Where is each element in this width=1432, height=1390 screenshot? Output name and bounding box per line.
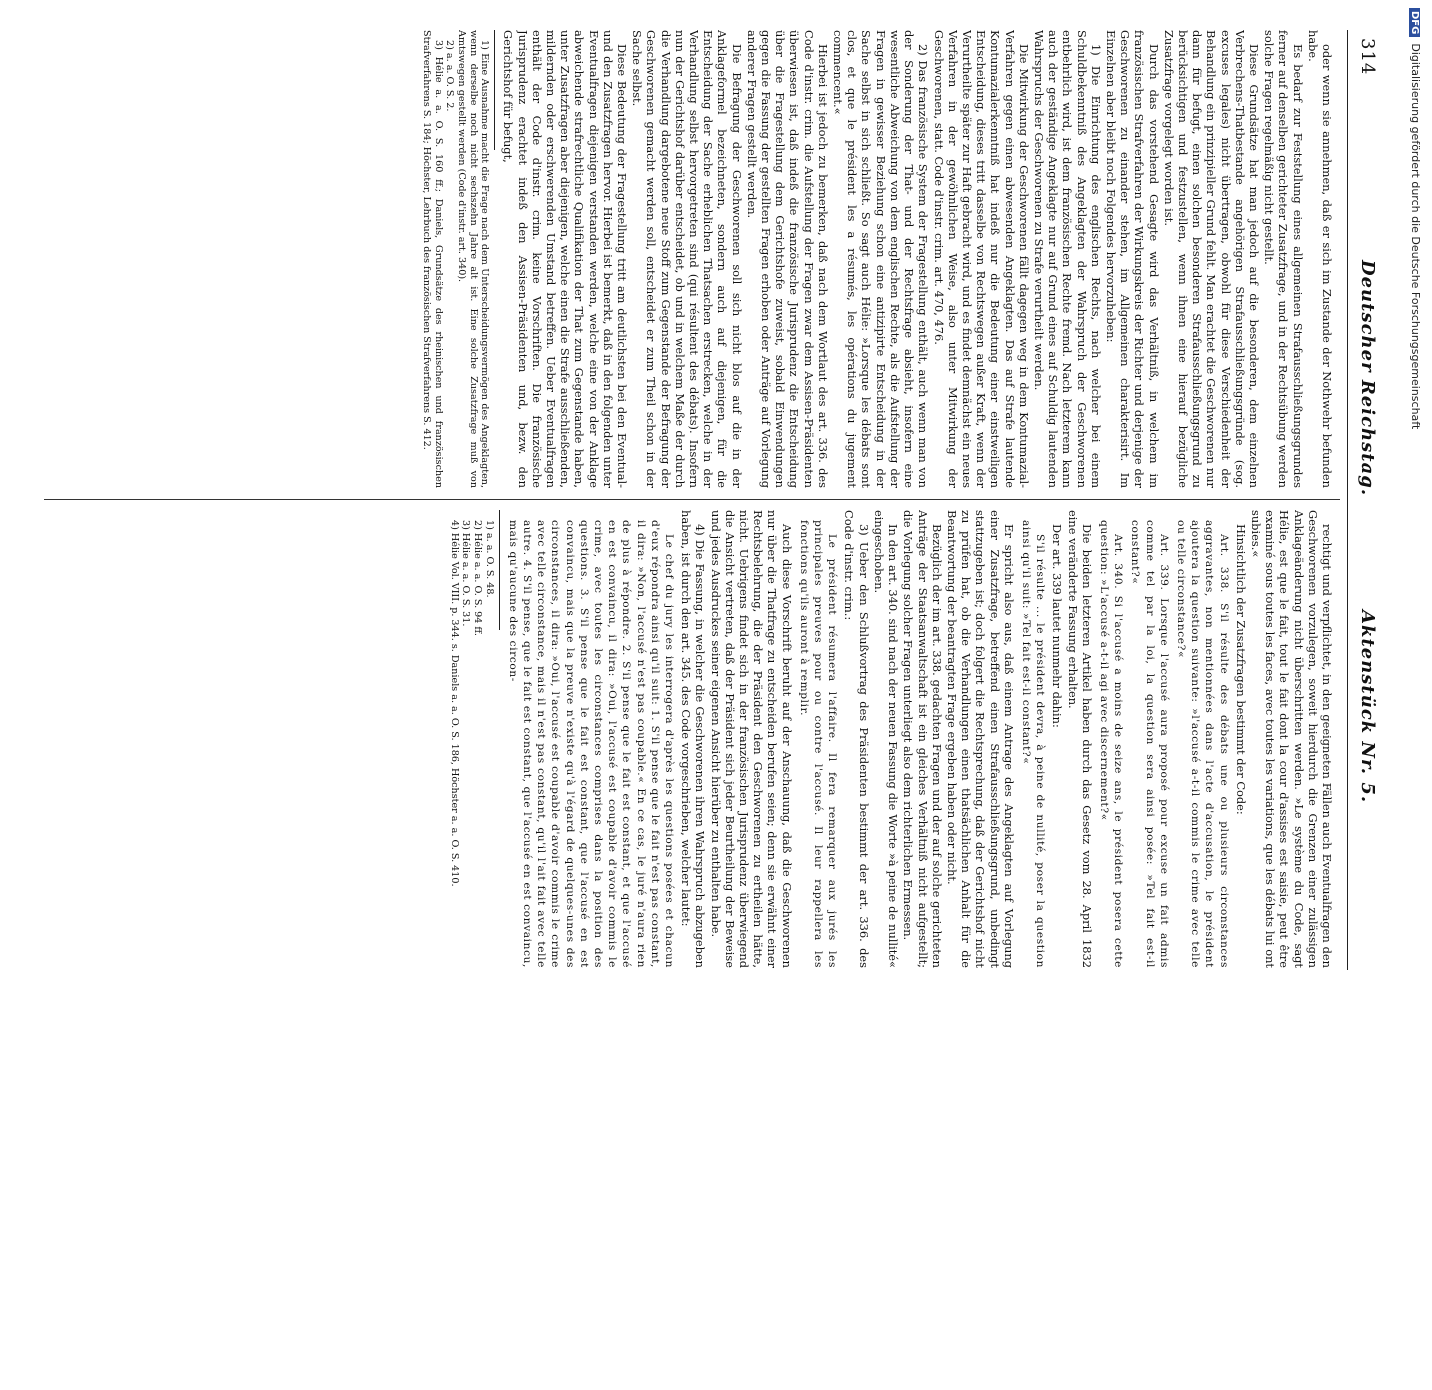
left-column — [44, 30, 1334, 488]
paragraph: Bezüglich der im art. 338. gedachten Fragen und der auf solche gerichteten Anträge der Staatsanwaltschaft ist ein gleiches Verhältniß nicht aufgestellt; die Vorlegung solcher Fragen unterliegt also dem richterlichen Ermessen. — [901, 510, 944, 968]
paragraph: Auch diese Vorschrift beruht auf der Anschauung, daß die Geschworenen nur über die Thatfrage zu entscheiden berufen seien; denn sie erwähnt einer Rechtsbelehrung, die der Präsident den Geschworenen zu ertheilen hätte, nicht. Uebrigens findet sich in der französischen Jurisprudenz überwiegend die Ansicht vertreten, daß der Präsident sich jeder Beurtheilung der Beweise und jedes Ausdruckes seiner eigenen Ansicht hierüber zu enthalten habe. — [708, 510, 794, 968]
paragraph: Diese Bedeutung der Fragestellung tritt am deutlichsten bei den Eventual- und den Zusatzfragen hervor. Hierbei ist bemerkt, daß in den folgenden unter Eventualfragen diejenigen verstanden werden, welche eine von der Anklage abweichende strafrechtliche Qualifikation der That zum Gegenstande haben, unter Zusatzfragen aber diejenigen, welche einen die Strafe ausschließenden, mildernden oder erschwerenden Umstand betreffen. Ueber Eventualfragen enthält der Code d'instr. crim. keine Vorschriften. Die französische Jurisprudenz erachtet indeß den Assisen-Präsidenten und, bezw. den Gerichtshof für befugt, — [501, 30, 630, 488]
paragraph: 2) Das französische System der Fragestellung enthält, auch wenn man von der Sonderung der That- und der Rechtsfrage absieht, insofern eine wesentliche Abweichung von dem englischen Rechte, als die Aufstellung der Fragen in gewisser Beziehung schon eine antizipirte Entscheidung in der Sache selbst in sich schließt. So sagt auch Hélie: »Lorsque les débats sont clos, et que le président les a résumés, les opérations du jugement commencent.« — [831, 30, 931, 488]
scanned-page-area — [20, 10, 1378, 1390]
footnote: 1) a. a. O. S. 48. — [483, 520, 495, 598]
french-quote: Art. 340. Si l'accusé a moins de seize ans, le président posera cette question: »L'accusé a-t-il agi avec discernement?« — [1097, 520, 1125, 968]
dfg-credit-text: Digitalisierung gefördert durch die Deutsche Forschungsgemeinschaft — [1409, 43, 1422, 430]
footnote: 3) Hélie a. a. O. S. 31. — [460, 520, 472, 627]
paragraph: 1) Die Einrichtung des englischen Rechts, nach welcher bei einem Schuldbekenntniß des Angeklagten der Wahrspruch der Geschworenen entbehrlich wird, ist dem französischen Rechte fremd. Nach letzterem kann auch der geständige Angeklagte nur auf Grund eines auf Schuldig lautenden Wahrspruchs der Geschworenen zu Strafe verurtheilt werden. — [1031, 30, 1103, 488]
footnote-rule — [499, 510, 500, 630]
paragraph: Es bedarf zur Feststellung eines allgemeinen Strafausschließungsgrundes ferner auf denselben gerichteter Zusatzfrage, und in der Rechtsübung werden solche Fragen regelmäßig nicht gestellt. — [1262, 30, 1305, 488]
paragraph: Er spricht also aus, daß einem Antrage des Angeklagten auf Vorlegung einer Zusatzfrage, betreffend einen Strafausschließungsgrund, unbedingt stattzugeben ist; doch folgert die Rechtsprechung, daß der Gerichtshof nicht zu prüfen hat, ob die Verhandlungen einen thatsächlichen Anhalt für die Beantwortung der beantragten Frage ergeben haben oder nicht. — [944, 510, 1016, 968]
dfg-credit — [1402, 8, 1422, 988]
paragraph: 4) Die Fassung, in welcher die Geschworenen ihren Wahrspruch abzugeben haben, ist durch den art. 345. des Code vorgeschrieben, welcher lautet: — [679, 510, 708, 968]
footnote: 4) Hélie Vol. VIII. p. 344. s. Daniels a. a. O. S. 186, Höchster a. a. O. S. 410. — [448, 520, 460, 887]
footnote: 2) a. a. O. S. 2. — [444, 40, 456, 112]
paragraph: In den art. 340. sind nach der neuen Fassung die Worte »à peine de nullité« eingeschoben. — [871, 510, 901, 968]
page-number: 314 — [1357, 38, 1378, 76]
column-divider — [44, 499, 1340, 500]
dfg-sidebar — [1400, 8, 1424, 988]
paragraph: Durch das vorstehend Gesagte wird das Verhältniß, in welchem im französischen Strafverfahren der Wirkungskreis der Richter und derjenige der Geschworenen zu einander stehen, im Allgemeinen charakterisirt. Im Einzelnen aber bleibt noch Folgendes hervorzuheben: — [1103, 30, 1161, 488]
dfg-logo: DFG — [1409, 8, 1420, 37]
footnote-rule — [494, 30, 495, 150]
paragraph: Die Befragung der Geschworenen soll sich nicht blos auf die in der Anklageformel bezeichneten, sondern auch auf diejenigen, für die Entscheidung der Sache erheblichen Thatsachen erstrecken, welche in der Verhandlung selbst hervorgetreten sind (qui résultent des débats). Insofern nun der Gerichtshof darüber entscheidet, ob und in welchem Maße der durch die Verhandlung dargebotene neue Stoff zum Gegenstande der Befragung der Geschworenen gemacht werden soll, entscheidet er zum Theil schon in der Sache selbst. — [630, 30, 744, 488]
footnote: 2) Hélie a. a. O. S. 94 ff. — [472, 520, 484, 636]
footnote: 1) Eine Ausnahme macht die Frage nach dem Unterscheidungsvermögen des Angeklagten, wenn derselbe noch nicht sechszehn Jahre alt ist. Eine solche Zusatzfrage muß von Amtswegen gestellt werden (Code d'instr. art. 340). — [456, 30, 491, 488]
paragraph: Diese Grundsätze hat man jedoch auf die besonderen, dem einzelnen Verbrechens-Thatbestande angehörigen Strafausschließungsgründe (sog. excuses legales) nicht übertragen, obwohl für diese Verschiedenheit der Behandlung ein prinzipieller Grund fehlt. Man erachtet die Geschworenen nur dann für befugt, einen solchen besonderen Strafausschließungsgrund zu berücksichtigen und festzustellen, wenn ihnen eine hierauf bezügliche Zusatzfrage vorgelegt worden ist. — [1161, 30, 1261, 488]
french-quote: Le président résumera l'affaire. Il fera remarquer aux jurés les principales preuves pour ou contre l'accusé. Il leur rappellera les fonctions qu'ils auront à remplir. — [797, 520, 839, 968]
running-head-right: Aktenstück Nr. 5. — [1357, 610, 1378, 804]
paragraph: Hierbei ist jedoch zu bemerken, daß nach dem Wortlaut des art. 336. des Code d'instr. crim. die Aufstellung der Fragen zwar dem Assisen-Präsidenten überwiesen ist, daß indeß die französische Jurisprudenz die Entscheidung über die Fragestellung dem Gerichtshofe zuweist, sobald Einwendungen gegen die Fassung der gestellten Fragen erhoben oder Anträge auf Vorlegung anderer Fragen gestellt werden. — [744, 30, 830, 488]
french-quote: Art. 338. S'il résulte des débats une ou plusieurs circonstances aggravantes, non mentionnées dans l'acte d'accusation, le président ajoutera la question suivante: »l'accusé a-t-il commis le crime avec telle ou telle circonstance?« — [1174, 520, 1230, 968]
paragraph: Hinsichtlich der Zusatzfragen bestimmt der Code: — [1233, 524, 1248, 815]
paragraph: rechtigt und verpflichtet, in den geeigneten Fällen auch Eventualfragen den Geschworenen vorzulegen, soweit hierdurch die Grenzen einer zulässigen Anklageänderung nicht überschritten werden. »Le système du Code, sagt Hélie, est que le fait, tout le fait dont la cour d'assises est saisie, peut être examiné sous toutes les faces, avec toutes les variations, que les débats lui ont subies.« — [1248, 510, 1334, 968]
french-quote: S'il résulte ... le président devra, à peine de nullité, poser la question ainsi qu'il suit: »Tel fait est-il constant?« — [1019, 520, 1047, 968]
paragraph: Der art. 339 lautet nunmehr dahin: — [1050, 524, 1065, 728]
rotated-page — [20, 10, 1400, 990]
french-quote: Le chef du jury les interrogera d'après les questions posées et chacun d'eux répondra ainsi qu'il suit: 1. S'il pense que le fait n'est pas constant, il dira: »Non, l'accusé n'est pas coupable.« En ce cas, le juré n'aura rien de plus à répondre. 2. S'il pense que le fait est constant, et que l'accusé en est convaincu, il dira: »Oui, l'accusé est coupable d'avoir commis le crime, avec toutes les circonstances comprises dans la position des questions. 3. S'il pense que le fait est constant, que l'accusé en est convaincu, mais que la preuve n'existe qu'à l'égard de quelques-unes des circonstances, il dira: »Oui, l'accusé est coupable d'avoir commis le crime avec telle circonstance, mais il n'est pas constant, qu'il l'ait fait avec telle autre. 4. S'il pense, que le fait est constant, que l'accusé en est convaincu, mais qu'aucune des circon- — [506, 520, 676, 968]
footnote: 3) Hélie a. a. O. S. 160 ff.; Daniels, Grundsätze des rheinischen und französischen Strafverfahrens S. 184; Höchster, Lehrbuch des französischen Strafverfahrens S. 412. — [421, 30, 444, 488]
paragraph: 3) Ueber den Schlußvortrag des Präsidenten bestimmt der art. 336. des Code d'instr. crim.: — [842, 510, 871, 968]
paragraph: Die Mitwirkung der Geschworenen fällt dagegen weg in dem Kontumazial-Verfahren gegen einen abwesenden Angeklagten. Das auf Strafe lautende Kontumazialerkenntniß hat indeß nur die Bedeutung einer einstweiligen Entscheidung, dieses tritt dasselbe von Rechtswegen außer Kraft, wenn der Verurtheilte später zur Haft gebracht wird, und es findet demnächst ein neues Verfahren in der gewöhnlichen Weise, also unter Mitwirkung der Geschworenen, statt. Code d'instr. crim. art. 470, 476. — [931, 30, 1031, 488]
running-head-left: Deutscher Reichstag. — [1357, 260, 1378, 497]
french-quote: Art. 339. Lorsque l'accusé aura proposé pour excuse un fait admis comme tel par la loi, la question sera ainsi posée: »Tel fait est-il constant?« — [1129, 520, 1170, 968]
paragraph: oder wenn sie annehmen, daß er sich im Zustande der Nothwehr befunden habe. — [1305, 30, 1334, 488]
right-column — [44, 510, 1334, 968]
header-rule — [1347, 30, 1348, 970]
paragraph: Die beiden letzteren Artikel haben durch das Gesetz vom 28. April 1832 eine veränderte Fassung erhalten. — [1065, 510, 1094, 968]
